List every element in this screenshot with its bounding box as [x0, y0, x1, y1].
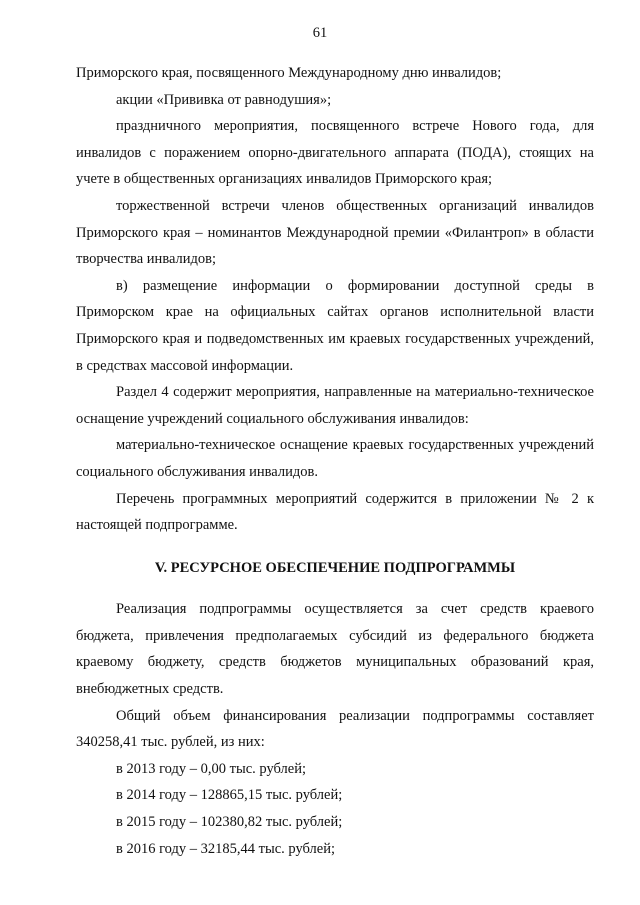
page-number: 61	[312, 25, 328, 41]
paragraph: материально-техническое оснащение краевых государственных учреждений социального обслуживания инвалидов.	[76, 437, 594, 480]
list-item: в 2014 году – 128865,15 тыс. рублей;	[116, 787, 343, 804]
paragraph: Перечень программных мероприятий содержится в приложении № 2 к настоящей подпрограмме.	[76, 490, 594, 534]
paragraph: праздничного мероприятия, посвященного встрече Нового года, для инвалидов с поражением опорно-двигательного аппарата (ПОДА), стоящих на учете в общественных организациях инвалидов Приморского края;	[76, 118, 594, 188]
paragraph: Приморского края, посвященного Международному дню инвалидов;	[76, 65, 502, 81]
list-item: в 2016 году – 32185,44 тыс. рублей;	[116, 840, 336, 857]
paragraph: Реализация подпрограммы осуществляется за счет средств краевого бюджета, привлечения предполагаемых субсидий из федерального бюджета краевому бюджету, средств бюджетов муниципальных образований края, внебюджетных средств.	[76, 601, 594, 698]
paragraphs-before-heading	[76, 60, 594, 539]
page-content	[76, 60, 594, 862]
list-item: в 2013 году – 0,00 тыс. рублей;	[116, 760, 307, 777]
paragraph: Раздел 4 содержит мероприятия, направленные на материально-техническое оснащение учреждений социального обслуживания инвалидов:	[76, 384, 594, 427]
list-item: в 2015 году – 102380,82 тыс. рублей;	[116, 814, 343, 831]
section-heading: V. РЕСУРСНОЕ ОБЕСПЕЧЕНИЕ ПОДПРОГРАММЫ	[154, 559, 516, 576]
paragraph: торжественной встречи членов общественных организаций инвалидов Приморского края – номинантов Международной премии «Филантроп» в области творчества инвалидов;	[76, 197, 594, 268]
paragraph: акции «Прививка от равнодушия»;	[116, 91, 332, 108]
paragraph: в) размещение информации о формировании доступной среды в Приморском крае на официальных сайтах органов исполнительной власти Приморского края и подведомственных им краевых государственных учреждений, в средствах массовой информации.	[76, 277, 594, 374]
paragraph: Общий объем финансирования реализации подпрограммы составляет 340258,41 тыс. рублей, из них:	[76, 707, 594, 751]
paragraphs-after-heading	[76, 596, 594, 862]
